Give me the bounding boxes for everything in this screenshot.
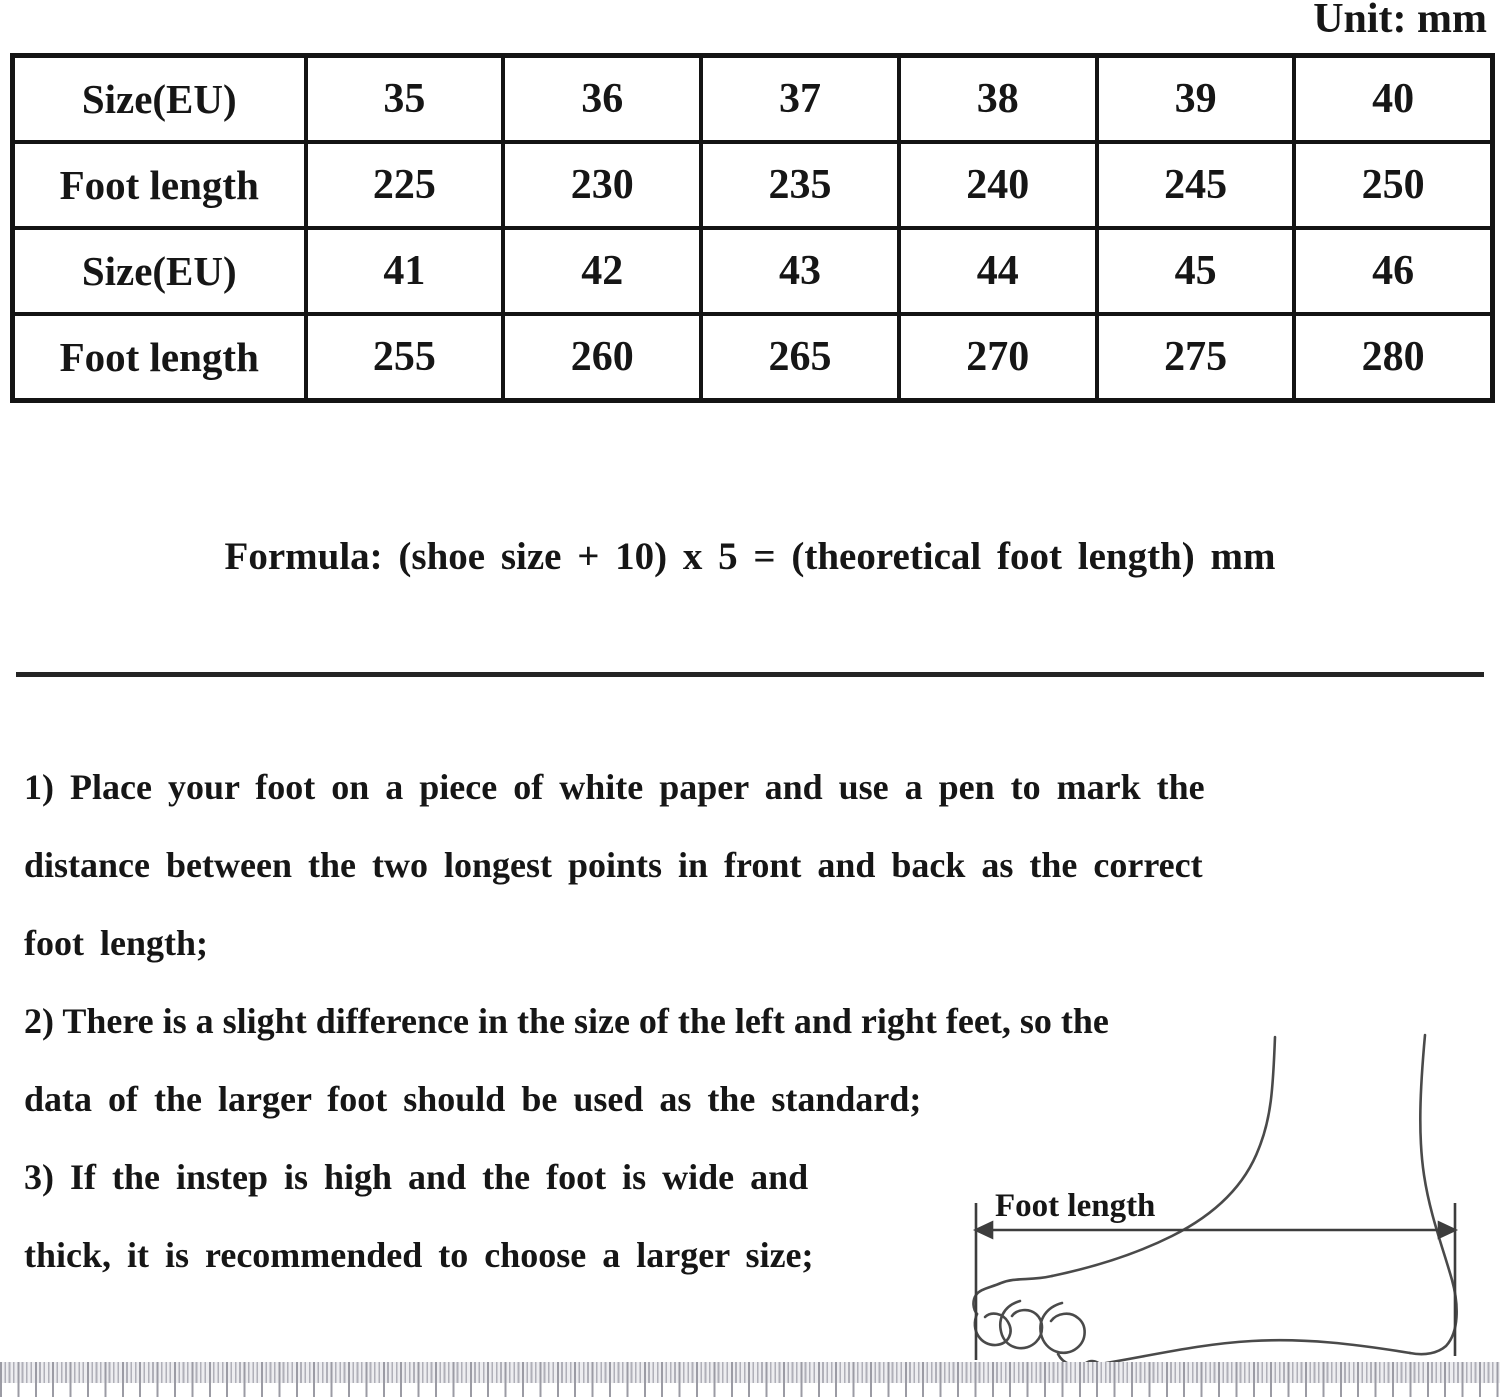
table-cell: 240	[899, 142, 1097, 228]
instruction-line: 2) There is a slight difference in the size of the left and right feet, so the	[24, 1001, 1109, 1041]
foot-length-label: Foot length	[995, 1188, 1156, 1224]
instruction-line: data of the larger foot should be used as the standard;	[24, 1079, 922, 1119]
instruction-line: distance between the two longest points in front and back as the correct	[24, 845, 1203, 885]
table-cell: 40	[1294, 56, 1492, 143]
formula-text: Formula: (shoe size + 10) x 5 = (theoretical foot length) mm	[224, 535, 1276, 578]
ruler	[0, 1358, 1500, 1398]
ruler-ticks	[0, 1362, 1500, 1397]
table-cell: 260	[503, 314, 701, 401]
table-row	[13, 228, 1493, 314]
table-cell: 235	[701, 142, 899, 228]
table-cell: 39	[1097, 56, 1295, 143]
row-label: Foot length	[13, 314, 306, 401]
table-row	[13, 142, 1493, 228]
table-cell: 46	[1294, 228, 1492, 314]
table-cell: 250	[1294, 142, 1492, 228]
toe-curl	[1040, 1303, 1084, 1353]
foot-outline-back	[1410, 1035, 1457, 1354]
unit-label: Unit: mm	[1313, 0, 1487, 42]
divider-line	[16, 672, 1484, 677]
table-cell: 41	[306, 228, 504, 314]
arrowhead-right	[1439, 1223, 1455, 1238]
row-label: Foot length	[13, 142, 306, 228]
table-cell: 280	[1294, 314, 1492, 401]
table-row	[13, 314, 1493, 401]
table-cell: 36	[503, 56, 701, 143]
table-cell: 45	[1097, 228, 1295, 314]
foot-outline-toes-top	[973, 1276, 1052, 1314]
table-cell: 37	[701, 56, 899, 143]
instruction-line: thick, it is recommended to choose a larger size;	[24, 1235, 814, 1275]
table-cell: 44	[899, 228, 1097, 314]
instruction-line: 3) If the instep is high and the foot is wide and	[24, 1157, 809, 1197]
row-label: Size(EU)	[13, 228, 306, 314]
table-cell: 245	[1097, 142, 1295, 228]
foot-outline-instep	[1052, 1037, 1275, 1276]
table-cell: 230	[503, 142, 701, 228]
toe-curl	[1000, 1301, 1042, 1348]
table-row	[13, 56, 1493, 143]
instruction-line: foot length;	[24, 923, 208, 963]
table-cell: 42	[503, 228, 701, 314]
arrowhead-left	[976, 1223, 992, 1238]
table-cell: 270	[899, 314, 1097, 401]
table-cell: 225	[306, 142, 504, 228]
table-cell: 255	[306, 314, 504, 401]
table-cell: 275	[1097, 314, 1295, 401]
table-cell: 38	[899, 56, 1097, 143]
instruction-line: 1) Place your foot on a piece of white paper and use a pen to mark the	[24, 767, 1205, 807]
table-cell: 35	[306, 56, 504, 143]
size-table	[10, 53, 1495, 403]
table-cell: 43	[701, 228, 899, 314]
table-cell: 265	[701, 314, 899, 401]
row-label: Size(EU)	[13, 56, 306, 143]
